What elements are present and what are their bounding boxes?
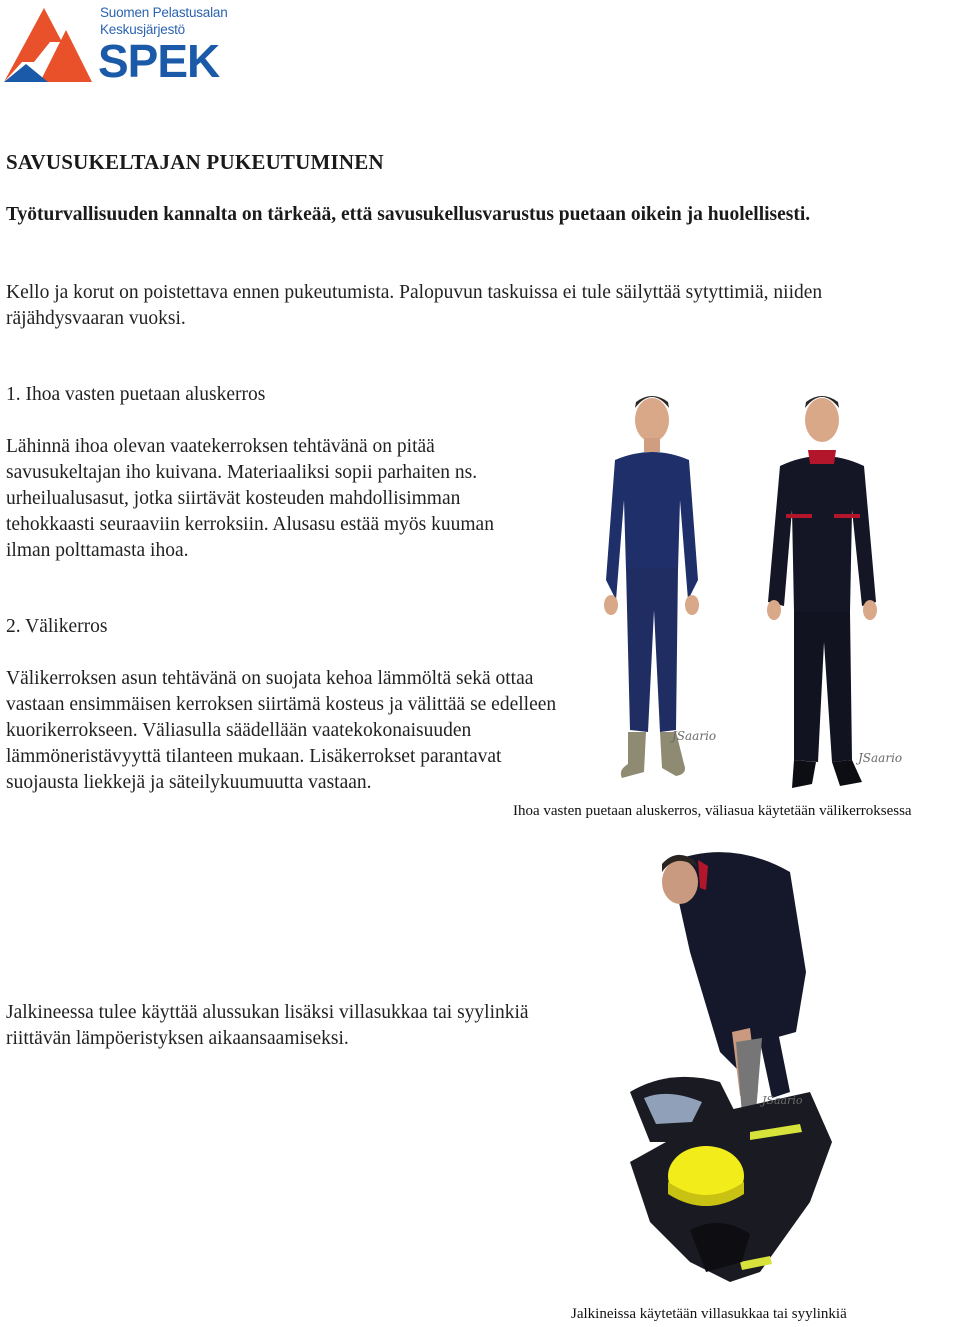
section1-heading: 1. Ihoa vasten puetaan aluskerros — [6, 384, 266, 405]
logo-wordmark: SPEK — [98, 35, 220, 87]
photo1-watermark-left: JSaario — [672, 729, 717, 743]
photo1-caption: Ihoa vasten puetaan aluskerros, väliasua käytetään välikerroksessa — [513, 803, 912, 819]
section2-body: Välikerroksen asun tehtävänä on suojata kehoa lämmöltä sekä ottaa vastaan ensimmäisen kerroksen siirtämä kosteus ja välittää se edelleen kuorikerrokseen. Väliasulla säädellään vaatekokonaisuuden lämmöneristävyyttä tilanteen mukaan. Lisäkerrokset parantavat suojausta liekkejä ja säteilykuumuutta vastaan. — [6, 668, 557, 793]
figure-mid-layer — [767, 396, 877, 788]
org-name-line1: Suomen Pelastusalan — [100, 5, 228, 20]
figure-base-layer — [604, 396, 699, 778]
figure-dressing — [662, 852, 806, 1114]
footwear-photo — [610, 842, 850, 1300]
footwear-paragraph: Jalkineessa tulee käyttää alussukan lisäksi villasukkaa tai syylinkiä riittävän lämpöeristyksen aikaansaamiseksi. — [6, 1002, 529, 1049]
page-title: SAVUSUKELTAJAN PUKEUTUMINEN — [6, 150, 384, 174]
photo2-caption: Jalkineissa käytetään villasukkaa tai syylinkiä — [571, 1306, 847, 1322]
photo2-watermark: JSaario — [762, 1094, 803, 1107]
base-layer-photo — [580, 380, 910, 800]
intro-paragraph: Kello ja korut on poistettava ennen pukeutumista. Palopuvun taskuissa ei tule säilyttää sytyttimiä, niiden räjähdysvaaran vuoksi. — [6, 282, 823, 329]
lead-paragraph: Työturvallisuuden kannalta on tärkeää, että savusukellusvarustus puetaan oikein ja huolellisesti. — [6, 204, 811, 225]
org-name-line2: Keskusjärjestö — [100, 22, 185, 37]
photo1-watermark-right: JSaario — [858, 751, 903, 765]
flame-logo-icon — [4, 2, 96, 86]
section2-heading: 2. Välikerros — [6, 616, 108, 637]
section1-body: Lähinnä ihoa olevan vaatekerroksen tehtävänä on pitää savusukeltajan iho kuivana. Materiaaliksi sopii parhaiten ns. urheilualusasut, jotka siirtävät kosteuden mahdollisimman tehokkaasti seuraaviin kerroksiin. Alusasu estää myös kuuman ilman polttamasta ihoa. — [6, 436, 494, 561]
spek-logo — [4, 2, 244, 86]
gear-pile — [630, 1077, 832, 1282]
